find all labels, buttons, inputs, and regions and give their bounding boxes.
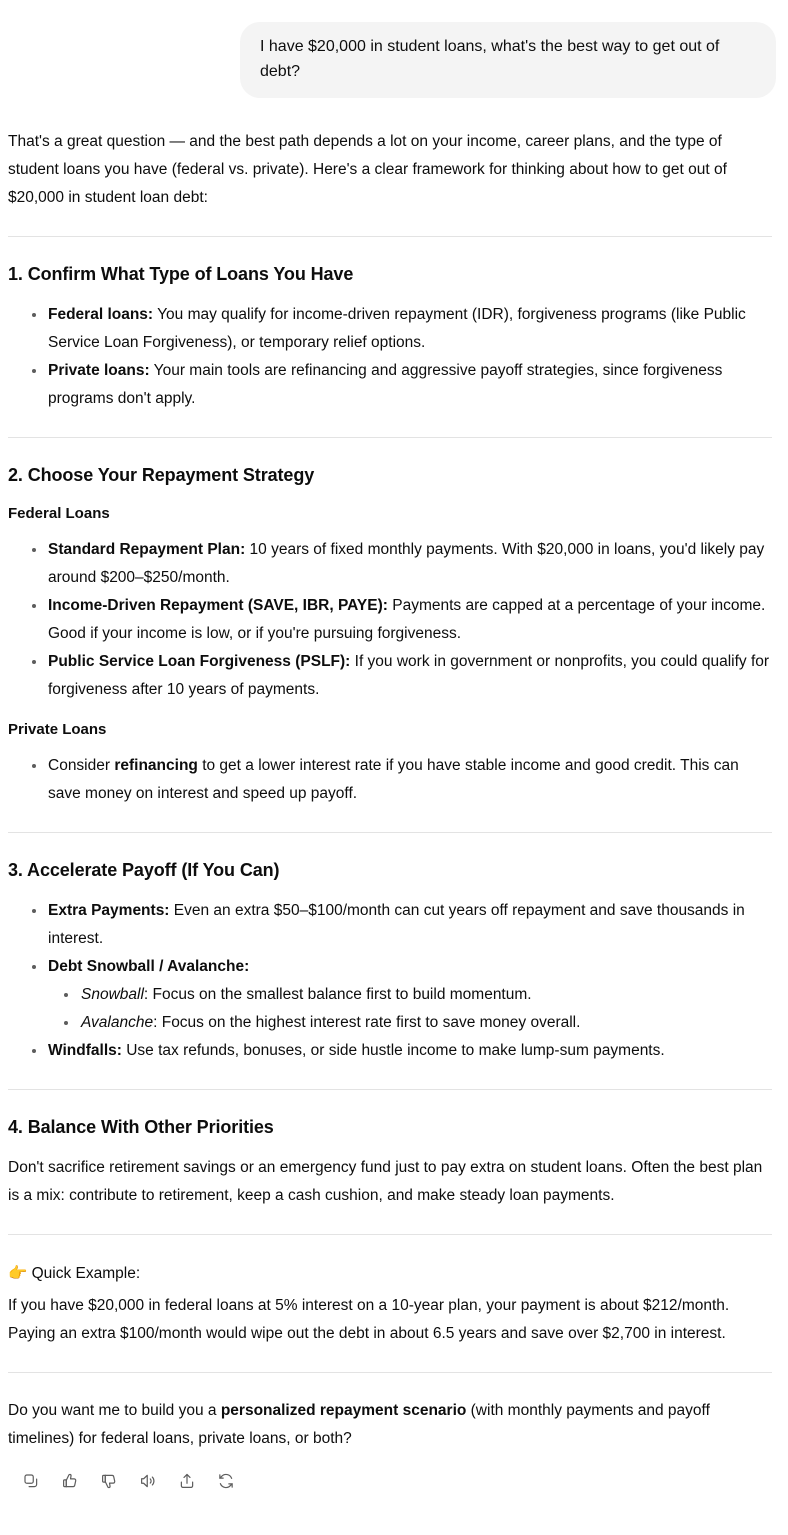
list-item: [8, 953, 772, 1037]
sub-list-item: [48, 981, 772, 1009]
list-item: [8, 536, 772, 592]
list-item: [8, 592, 772, 648]
user-message-row: [0, 0, 788, 98]
section-1-heading: 1. Confirm What Type of Loans You Have: [8, 264, 354, 284]
copy-icon: [22, 1472, 40, 1493]
bullet-label: Standard Repayment Plan:: [48, 541, 246, 558]
section-3-heading: 3. Accelerate Payoff (If You Can): [8, 860, 280, 880]
private-loans-list: [8, 752, 772, 808]
closing-pre: Do you want me to build you a: [8, 1402, 221, 1419]
list-item: [8, 301, 772, 357]
copy-button[interactable]: [16, 1467, 46, 1497]
share-button[interactable]: [172, 1467, 202, 1497]
section-3-sub-list: [48, 981, 772, 1037]
section-4-heading: 4. Balance With Other Priorities: [8, 1117, 274, 1137]
closing-emphasis: personalized repayment scenario: [220, 1402, 467, 1419]
list-item: [8, 752, 772, 808]
bullet-text-post: to get a lower interest rate if you have stable income and good credit. This can save money on interest and speed up payoff.: [48, 757, 739, 802]
thumbs-down-icon: [100, 1472, 118, 1493]
pointing-hand-icon: 👉: [8, 1264, 28, 1282]
bullet-label: Private loans:: [48, 362, 150, 379]
message-action-bar: [8, 1453, 772, 1515]
divider: [8, 1089, 772, 1090]
section-3-list: [8, 897, 772, 1065]
regenerate-icon: [217, 1472, 235, 1493]
list-item: [8, 357, 772, 413]
federal-loans-list: [8, 536, 772, 704]
sub-bullet-term: Snowball: [81, 986, 144, 1003]
sub-bullet-text: : Focus on the smallest balance first to build momentum.: [143, 986, 532, 1003]
sub-bullet-term: Avalanche: [81, 1014, 154, 1031]
list-item: [8, 897, 772, 953]
bullet-label: Debt Snowball / Avalanche:: [48, 958, 250, 975]
thumbs-up-icon: [61, 1472, 79, 1493]
sub-list-item: [48, 1009, 772, 1037]
section-4-paragraph: Don't sacrifice retirement savings or an emergency fund just to pay extra on student loans. Often the best plan is a mix: contribute to retirement, keep a cash cushion, and make steady loan payments.: [8, 1159, 763, 1204]
bullet-text: Payments are capped at a percentage of your income. Good if your income is low, or if you're pursuing forgiveness.: [48, 597, 766, 642]
quick-example-label: Quick Example:: [31, 1265, 141, 1282]
closing-post: (with monthly payments and payoff timelines) for federal loans, private loans, or both?: [8, 1402, 710, 1447]
bullet-label: Extra Payments:: [48, 902, 170, 919]
regenerate-button[interactable]: [211, 1467, 241, 1497]
share-icon: [178, 1472, 196, 1493]
section-2-heading: 2. Choose Your Repayment Strategy: [8, 465, 315, 485]
bullet-text: Use tax refunds, bonuses, or side hustle income to make lump-sum payments.: [121, 1042, 665, 1059]
federal-loans-subheading: Federal Loans: [8, 505, 110, 522]
thumbs-up-button[interactable]: [55, 1467, 85, 1497]
assistant-message: [0, 128, 788, 1515]
bullet-label: Public Service Loan Forgiveness (PSLF):: [48, 653, 351, 670]
private-loans-subheading: Private Loans: [8, 721, 107, 738]
bullet-label: Windfalls:: [48, 1042, 122, 1059]
read-aloud-button[interactable]: [133, 1467, 163, 1497]
closing-paragraph: [8, 1397, 772, 1453]
thumbs-down-button[interactable]: [94, 1467, 124, 1497]
bullet-text: You may qualify for income-driven repayment (IDR), forgiveness programs (like Public Service Loan Forgiveness), or temporary relief options.: [48, 306, 746, 351]
bullet-text: Your main tools are refinancing and aggressive payoff strategies, since forgiveness programs don't apply.: [48, 362, 723, 407]
bullet-text: 10 years of fixed monthly payments. With $20,000 in loans, you'd likely pay around $200–$250/month.: [48, 541, 765, 586]
bullet-text-pre: Consider: [48, 757, 115, 774]
bullet-emphasis: refinancing: [114, 757, 198, 774]
bullet-text: If you work in government or nonprofits, you could qualify for forgiveness after 10 years of payments.: [48, 653, 770, 698]
section-1-list: [8, 301, 772, 413]
sub-bullet-text: : Focus on the highest interest rate first to save money overall.: [153, 1014, 581, 1031]
divider: [8, 1234, 772, 1235]
bullet-text: Even an extra $50–$100/month can cut years off repayment and save thousands in interest.: [48, 902, 745, 947]
divider: [8, 1372, 772, 1373]
bullet-label: Federal loans:: [48, 306, 154, 323]
intro-paragraph: That's a great question — and the best path depends a lot on your income, career plans, and the type of student loans you have (federal vs. private). Here's a clear framework for thinking about how to get out of $20,000 in student loan debt:: [8, 133, 727, 206]
speaker-icon: [139, 1472, 157, 1493]
quick-example-line-2: Paying an extra $100/month would wipe out the debt in about 6.5 years and save over $2,700 in interest.: [8, 1325, 726, 1342]
user-message-bubble[interactable]: I have $20,000 in student loans, what's the best way to get out of debt?: [240, 22, 776, 98]
quick-example-line-1: If you have $20,000 in federal loans at 5% interest on a 10-year plan, your payment is about $212/month.: [8, 1297, 730, 1314]
divider: [8, 236, 772, 237]
quick-example-label-row: [8, 1259, 772, 1288]
divider: [8, 437, 772, 438]
list-item: [8, 1037, 772, 1065]
bullet-label: Income-Driven Repayment (SAVE, IBR, PAYE):: [48, 597, 388, 614]
divider: [8, 832, 772, 833]
list-item: [8, 648, 772, 704]
